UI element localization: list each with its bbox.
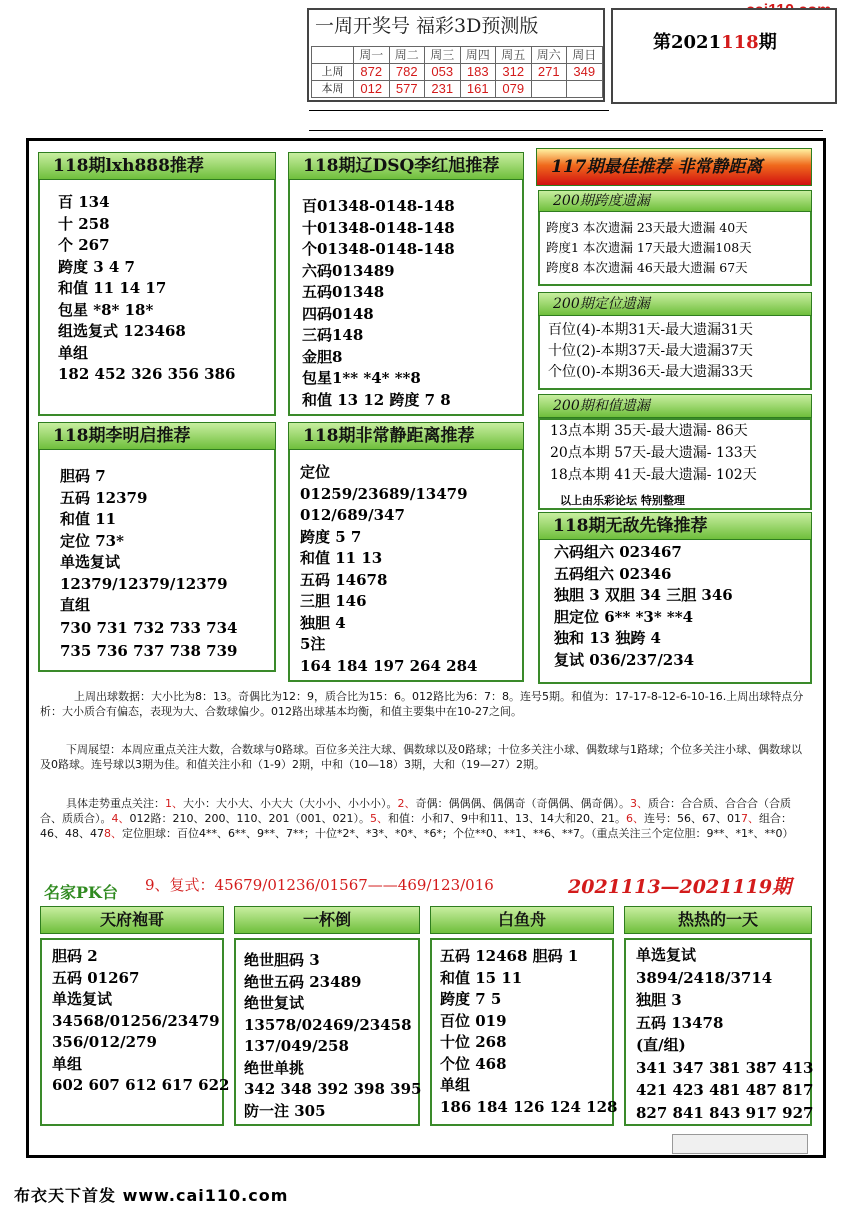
trend-text: 质合：合合质、合合合（合质合、质质合）。	[40, 797, 791, 825]
corner-cell	[312, 47, 354, 64]
panel-body	[554, 542, 733, 671]
expert-body	[636, 944, 813, 1124]
omission-line: 跨度1 本次遗漏 17天最大遗漏108天	[546, 240, 752, 255]
rec-line: 342 348 392 398 395	[244, 1080, 422, 1098]
trend-num: 2、	[397, 797, 416, 810]
rec-line: 十位 268	[440, 1033, 507, 1051]
rec-line: 和值 13 12 跨度 7 8	[302, 390, 451, 409]
hezhi-body	[550, 420, 757, 486]
divider	[309, 130, 823, 131]
rec-line: 13578/02469/23458	[244, 1015, 412, 1034]
omission-line: 十位(2)-本期37天-最大遗漏37天	[548, 343, 753, 359]
panel-body	[60, 466, 237, 663]
rec-line: 四码0148	[302, 304, 374, 323]
rec-line: 个 267	[58, 236, 110, 254]
rec-line: 34568/01256/23479	[52, 1011, 220, 1030]
draw-number: 349	[567, 64, 603, 81]
draw-number: 183	[460, 64, 496, 81]
expert-name: 一杯倒	[234, 906, 420, 934]
rec-line: 341 347 381 387 413	[636, 1058, 814, 1077]
rec-line: 421 423 481 487 817	[636, 1081, 814, 1099]
panel-body	[300, 462, 477, 677]
panel-title: 118期无敌先锋推荐	[538, 512, 812, 540]
trend-text: 定位胆球：百位4**、6**、9**、7**；十位*2*、*3*、*0*、*6*；个位**0、**1、**6、**7。（重点关注三个定位胆：9**、*1*、**0）	[122, 826, 794, 840]
rec-line: 跨度 5 7	[300, 527, 362, 546]
rec-line: 182 452 326 356 386	[58, 365, 236, 383]
blank-box	[672, 1134, 808, 1154]
rec-line: 单选复试	[60, 553, 121, 571]
weekly-header-row	[312, 47, 603, 64]
expert-body	[440, 946, 617, 1118]
weekly-title: 一周开奖号 福彩3D预测版	[315, 15, 539, 37]
rec-line: 独胆 3 双胆 34 三胆 346	[554, 586, 733, 604]
rec-line: 827 841 843 917 927	[636, 1103, 814, 1122]
hezhi-title: 200期和值遗漏	[538, 394, 812, 418]
rec-line: 和值 15 11	[440, 968, 523, 987]
rec-line: 包星 *8* 18*	[58, 300, 154, 319]
rec-line: 186 184 126 124 128	[440, 1097, 618, 1116]
rec-line: 绝世五码 23489	[244, 972, 362, 991]
trend-num: 8、	[104, 826, 122, 840]
omission-line: 跨度8 本次遗漏 46天最大遗漏 67天	[546, 260, 748, 275]
rec-line: 防一注 305	[244, 1101, 326, 1120]
row-label: 本周	[312, 81, 354, 98]
rec-line: 单组	[52, 1054, 83, 1073]
rec-line: 六码组六 023467	[554, 543, 682, 561]
rec-line: 和值 11	[60, 510, 117, 528]
rec-line: (直/组)	[636, 1036, 686, 1054]
rec-line: 五码 14678	[300, 570, 388, 589]
panel-title: 118期辽DSQ李红旭推荐	[288, 152, 524, 180]
kuadu-body	[546, 218, 752, 278]
expert-name: 天府袍哥	[40, 906, 224, 934]
rec-line: 个01348-0148-148	[302, 240, 455, 258]
rec-line: 独和 13 独跨 4	[554, 629, 661, 647]
rec-line: 164 184 197 264 284	[300, 656, 478, 675]
analysis-trends	[40, 797, 812, 841]
trend-num: 4、	[111, 811, 130, 825]
rec-line: 12379/12379/12379	[60, 574, 228, 593]
rec-line: 五码 13478	[636, 1013, 724, 1032]
rec-line: 绝世胆码 3	[244, 951, 320, 969]
draw-number	[567, 81, 603, 98]
rec-line: 735 736 737 738 739	[60, 641, 238, 660]
weekly-table	[311, 46, 603, 98]
rec-line: 直组	[60, 596, 91, 614]
panel-title: 118期李明启推荐	[38, 422, 276, 450]
weekly-row-last	[312, 64, 603, 81]
panel-title: 118期lxh888推荐	[38, 152, 276, 180]
draw-number: 161	[460, 81, 496, 98]
trend-num: 3、	[630, 797, 648, 810]
rec-line: 定位	[300, 463, 331, 481]
rec-line: 胆码 2	[52, 947, 98, 965]
expert-body	[52, 946, 229, 1097]
date-range: 2021113—2021119期	[568, 876, 792, 898]
rec-line: 十 258	[58, 214, 110, 233]
draw-number: 079	[496, 81, 532, 98]
trend-num: 7、	[740, 811, 759, 825]
trend-num: 6、	[625, 811, 644, 825]
rec-line: 01259/23689/13479	[300, 484, 468, 503]
rec-line: 单选复试	[636, 946, 697, 964]
rec-line: 五码01348	[302, 283, 385, 301]
rec-line: 百 134	[58, 193, 110, 211]
draw-number: 782	[389, 64, 425, 81]
expert-name: 热热的一天	[624, 906, 812, 934]
expert-body	[244, 950, 421, 1122]
rec-line: 五码 12468 胆码 1	[440, 947, 579, 965]
draw-number: 012	[354, 81, 390, 98]
draw-number: 231	[425, 81, 461, 98]
panel-title: 118期非常静距离推荐	[288, 422, 524, 450]
rec-line: 五码 12379	[60, 488, 148, 507]
rec-line: 个位 468	[440, 1054, 507, 1073]
day-header: 周一	[354, 47, 390, 64]
source-credit: 以上由乐彩论坛 特别整理	[560, 494, 685, 507]
rec-line: 602 607 612 617 622	[52, 1076, 230, 1094]
issue-number: 118	[721, 32, 759, 53]
rec-line: 3894/2418/3714	[636, 968, 773, 987]
draw-number	[531, 81, 567, 98]
panel-body	[302, 196, 455, 411]
analysis-outlook: 下周展望：本周应重点关注大数，合数球与0路球。百位多关注大球、偶数球以及0路球；十位多关注小球、偶数球与1路球；个位多关注小球、偶数球以及0路球。连号球以3期为佳。和值关注小和（1-9）2期，中和（10—18）3期，大和（19—27）2期。	[40, 743, 802, 771]
rec-line: 五码组六 02346	[554, 564, 672, 583]
omission-line: 18点本期 41天-最大遗漏- 102天	[550, 467, 757, 483]
rec-line: 定位 73*	[60, 531, 124, 550]
omission-line: 跨度3 本次遗漏 23天最大遗漏 40天	[546, 220, 748, 235]
dingwei-body	[548, 320, 753, 383]
trend-text: 和值：小和7、9中和11、13、14大和20、21。	[387, 811, 626, 825]
rec-line: 和值 11 14 17	[58, 279, 167, 297]
rec-line: 单组	[58, 343, 89, 362]
trend-intro: 具体走势重点关注：	[66, 797, 165, 810]
pk-label: 名家PK台	[44, 883, 118, 902]
rec-line: 复试 036/237/234	[554, 650, 695, 669]
rec-line: 包星1** *4* **8	[302, 369, 421, 387]
day-header: 周四	[460, 47, 496, 64]
rec-line: 组选复式 123468	[58, 322, 186, 340]
trend-text: 012路：210、200、110、201（001、021）。	[129, 811, 370, 825]
fushi-line: 9、复式：45679/01236/01567——469/123/016	[145, 876, 494, 894]
footer-credit[interactable]: 布衣天下首发 www.cai110.com	[14, 1186, 289, 1205]
issue-prefix: 第2021	[653, 32, 722, 53]
dingwei-title: 200期定位遗漏	[538, 292, 812, 316]
rec-line: 三胆 146	[300, 592, 367, 610]
omission-line: 20点本期 57天-最大遗漏- 133天	[550, 445, 757, 461]
trend-num: 1、	[165, 797, 183, 810]
day-header: 周六	[531, 47, 567, 64]
rec-line: 三码148	[302, 326, 364, 344]
rec-line: 730 731 732 733 734	[60, 618, 238, 637]
issue-box	[611, 8, 837, 104]
rec-line: 百位 019	[440, 1011, 507, 1030]
kuadu-title: 200期跨度遗漏	[538, 190, 812, 212]
best-rec-banner: 117期最佳推荐 非常静距离	[536, 148, 812, 186]
rec-line: 跨度 7 5	[440, 990, 502, 1008]
trend-num: 5、	[369, 811, 388, 825]
weekly-draw-box	[307, 8, 605, 102]
rec-line: 和值 11 13	[300, 549, 383, 567]
rec-line: 单组	[440, 1076, 471, 1094]
rec-line: 百01348-0148-148	[302, 197, 455, 215]
rec-line: 十01348-0148-148	[302, 218, 455, 237]
trend-text: 组合：46、48、47	[40, 811, 792, 840]
row-label: 上周	[312, 64, 354, 81]
rec-line: 单选复试	[52, 990, 113, 1008]
day-header: 周日	[567, 47, 603, 64]
rec-line: 5注	[300, 635, 326, 653]
rec-line: 五码 01267	[52, 968, 140, 987]
rec-line: 012/689/347	[300, 506, 405, 524]
trend-text: 奇偶：偶偶偶、偶偶奇（奇偶偶、偶奇偶）。	[415, 797, 630, 810]
weekly-row-this	[312, 81, 603, 98]
analysis-last-week: 上周出球数据：大小比为8：13。奇偶比为12：9，质合比为15：6。012路比为6：7：8。连号5期。和值为：17-17-8-12-6-10-16.上周出球特点分析：大小质合有偏态，表现为大、合数球偏少。012路出球基本均衡，和值主要集中在10-27之间。	[40, 690, 804, 718]
rec-line: 胆码 7	[60, 467, 106, 485]
trend-text: 连号：56、67、01	[643, 811, 741, 825]
rec-line: 绝世单挑	[244, 1058, 305, 1077]
rec-line: 绝世复试	[244, 994, 305, 1012]
draw-number: 053	[425, 64, 461, 81]
divider	[309, 110, 609, 111]
omission-line: 13点本期 35天-最大遗漏- 86天	[550, 423, 748, 439]
issue-title	[653, 28, 777, 54]
expert-name: 白鱼舟	[430, 906, 614, 934]
draw-number: 312	[496, 64, 532, 81]
rec-line: 356/012/279	[52, 1033, 157, 1051]
issue-suffix: 期	[758, 32, 777, 53]
trend-text: 大小：大小大、小大大（大小小、小小小）。	[183, 797, 398, 810]
draw-number: 872	[354, 64, 390, 81]
omission-line: 百位(4)-本期31天-最大遗漏31天	[548, 322, 753, 338]
draw-number: 577	[389, 81, 425, 98]
rec-line: 金胆8	[302, 347, 343, 366]
omission-line: 个位(0)-本期36天-最大遗漏33天	[548, 364, 753, 380]
day-header: 周三	[425, 47, 461, 64]
rec-line: 胆定位 6** *3* **4	[554, 607, 694, 626]
rec-line: 137/049/258	[244, 1037, 349, 1055]
day-header: 周五	[496, 47, 532, 64]
draw-number: 271	[531, 64, 567, 81]
rec-line: 独胆 4	[300, 613, 346, 632]
panel-body	[58, 192, 235, 386]
rec-line: 六码013489	[302, 261, 395, 280]
rec-line: 独胆 3	[636, 991, 682, 1009]
day-header: 周二	[389, 47, 425, 64]
rec-line: 跨度 3 4 7	[58, 257, 135, 276]
